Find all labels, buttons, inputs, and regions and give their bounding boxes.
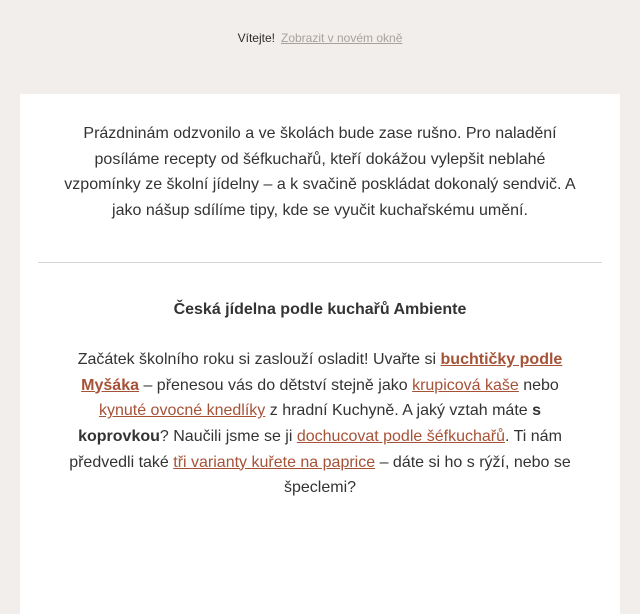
recipe-link-buchticky[interactable]: buchtičky podle Myšáka (81, 350, 563, 394)
preheader (0, 0, 640, 76)
paragraph-text: z hradní Kuchyně. A jaký vztah máte (265, 402, 533, 420)
view-in-browser-link[interactable]: Zobrazit v novém okně (280, 31, 403, 45)
paragraph-text: nebo (518, 376, 559, 394)
recipe-link-dochucovat[interactable]: dochucovat podle šéfkuchařů (296, 427, 505, 445)
section-paragraph (58, 347, 582, 501)
email-card (20, 94, 620, 614)
paragraph-text: – dáte si ho s rýží, nebo se špeclemi? (283, 453, 571, 497)
section-title: Česká jídelna podle kuchařů Ambiente (173, 300, 467, 318)
intro-paragraph: Prázdninám odzvonilo a ve školách bude zase rušno. Pro naladění posíláme recepty od šéfkuchařů, kteří dokážou vylepšit neblahé vzpomínky ze školní jídelny – a k svačině poskládat dokonalý sendvič. A jako nášup sdílíme tipy, kde se vyučit kuchařskému umění. (64, 125, 576, 220)
recipe-link-krupicova-kase[interactable]: krupicová kaše (412, 376, 519, 394)
paragraph-text: Začátek školního roku si zaslouží osladit! Uvařte si (77, 350, 441, 368)
recipe-link-knedliky[interactable]: kynuté ovocné knedlíky (98, 402, 266, 420)
welcome-text: Vítejte! (237, 31, 275, 45)
bold-text-koprovka: s koprovkou (78, 402, 542, 445)
recipe-link-kure-na-paprice[interactable]: tři varianty kuřete na paprice (173, 453, 376, 471)
paragraph-text: – přenesou vás do dětství stejně jako (139, 376, 413, 394)
section-divider (38, 262, 602, 263)
paragraph-text: ? Naučili jsme se ji (159, 427, 297, 445)
paragraph-text: . Ti nám předvedli také (69, 427, 562, 471)
